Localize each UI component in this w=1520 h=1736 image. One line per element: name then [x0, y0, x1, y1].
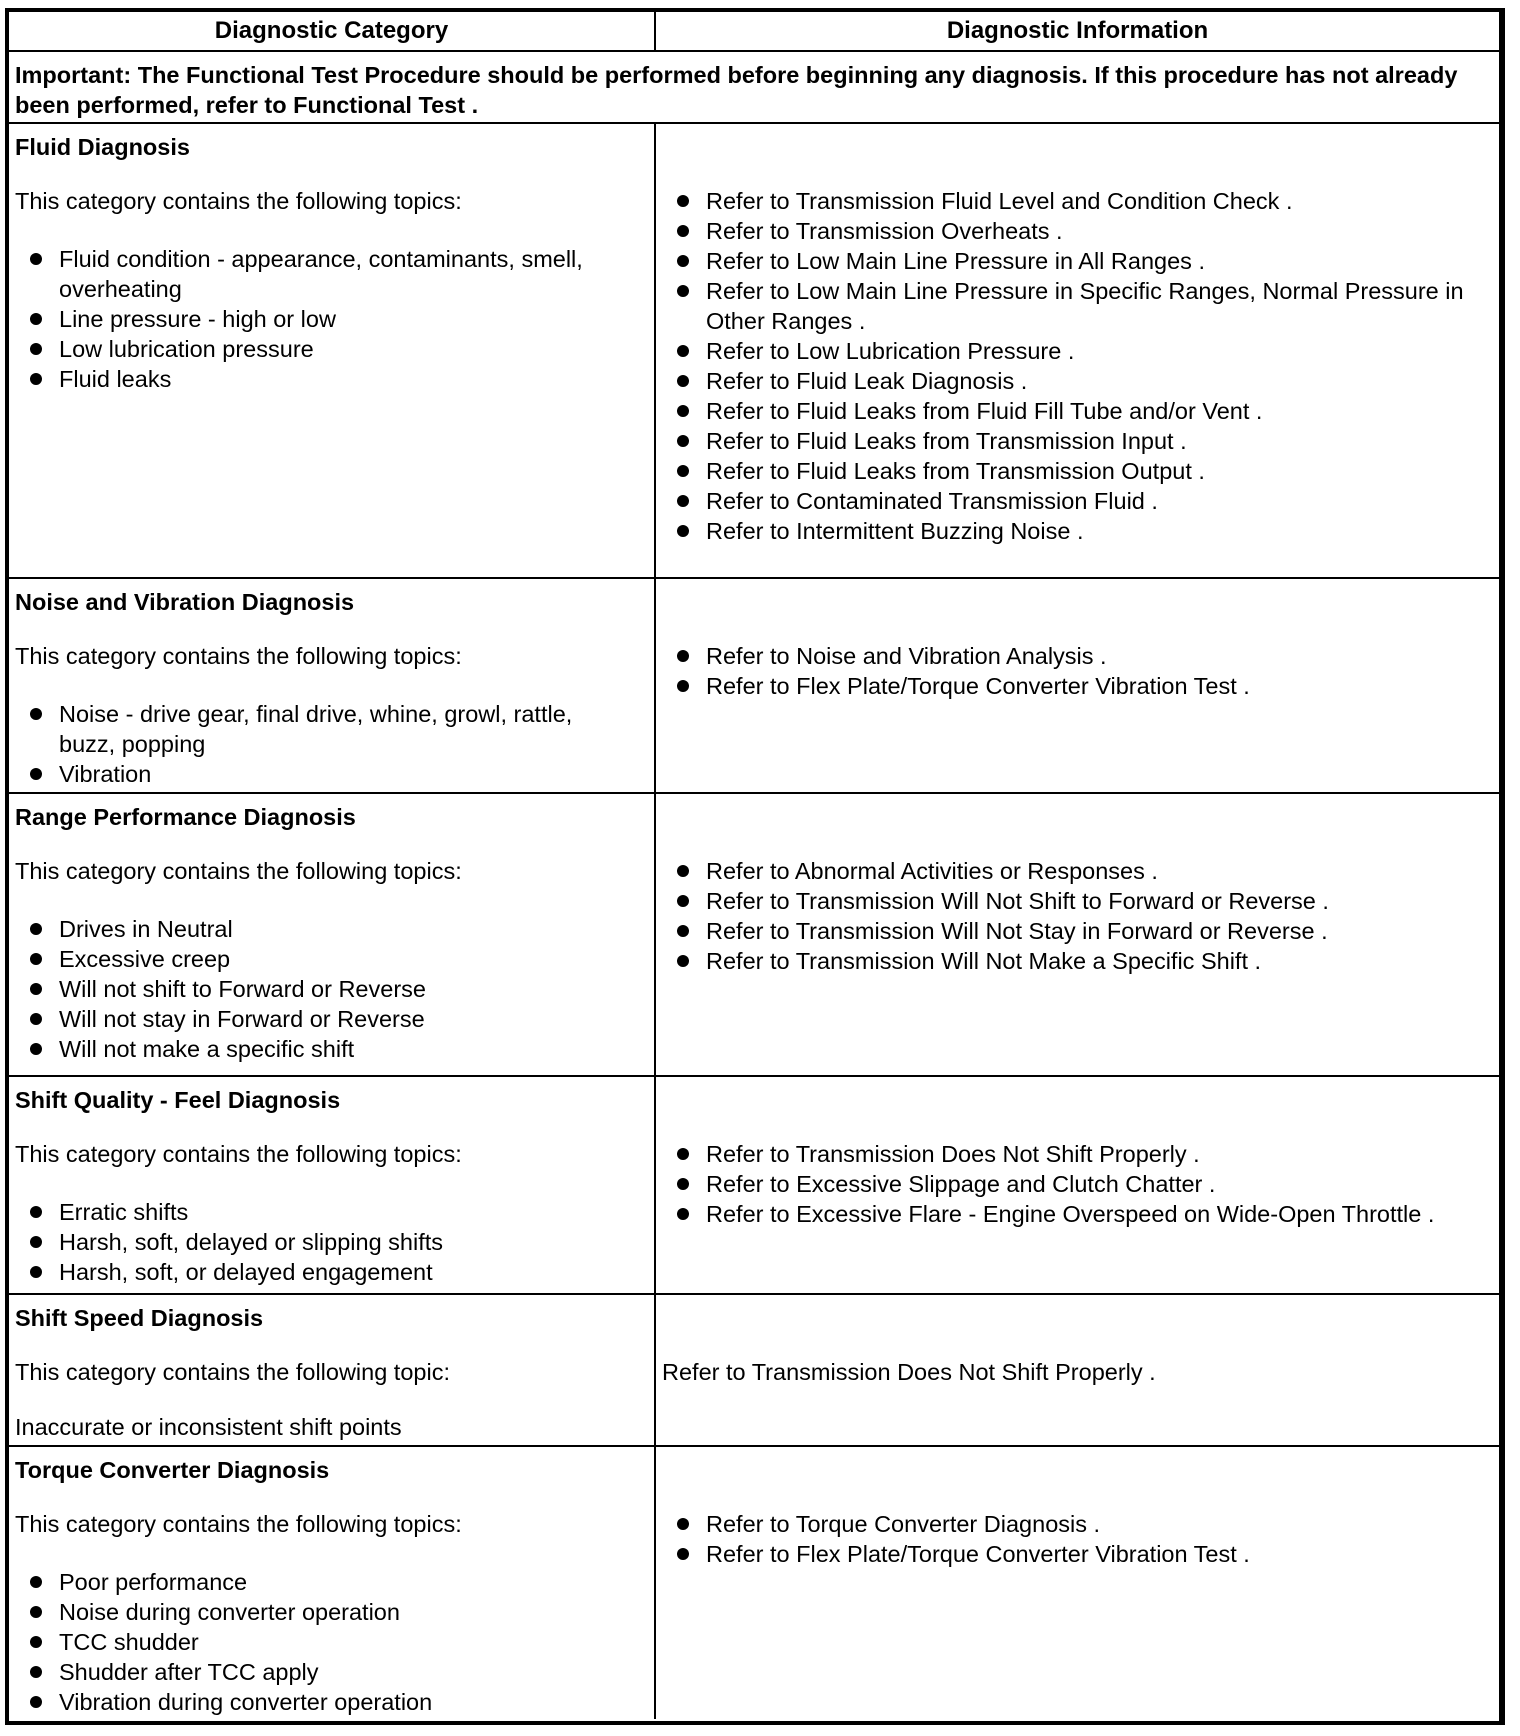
- table-row-shift-speed: [9, 1295, 1499, 1447]
- topic-item: Shudder after TCC apply: [9, 1657, 629, 1687]
- topic-item: Low lubrication pressure: [9, 334, 629, 364]
- reference-item: Refer to Transmission Will Not Stay in Forward or Reverse .: [656, 916, 1486, 946]
- reference-item: Refer to Torque Converter Diagnosis .: [656, 1509, 1486, 1539]
- category-cell: [9, 124, 656, 577]
- diagnostic-table: [5, 8, 1505, 1725]
- important-note: Important: The Functional Test Procedure should be performed before beginning any diagnosis. If this procedure has not already been performed, refer to Functional Test .: [9, 52, 1499, 124]
- reference-item: Refer to Excessive Slippage and Clutch Chatter .: [656, 1169, 1486, 1199]
- topic-item: Drives in Neutral: [9, 914, 629, 944]
- information-cell: [656, 579, 1499, 792]
- topic-item: Poor performance: [9, 1567, 629, 1597]
- category-title: Shift Quality - Feel Diagnosis: [15, 1087, 341, 1113]
- topic-list: [9, 1197, 629, 1287]
- topic-item: Will not shift to Forward or Reverse: [9, 974, 629, 1004]
- reference-list: [656, 186, 1486, 546]
- category-cell: [9, 1077, 656, 1293]
- topic-item: Line pressure - high or low: [9, 304, 629, 334]
- reference-item: Refer to Contaminated Transmission Fluid .: [656, 486, 1486, 516]
- topic-list: [9, 244, 629, 394]
- topic-item: Excessive creep: [9, 944, 629, 974]
- reference-item: Refer to Transmission Fluid Level and Condition Check .: [656, 186, 1486, 216]
- reference-item: Refer to Transmission Will Not Shift to Forward or Reverse .: [656, 886, 1486, 916]
- reference-item: Refer to Noise and Vibration Analysis .: [656, 641, 1486, 671]
- topic-item: Noise during converter operation: [9, 1597, 629, 1627]
- category-cell: [9, 579, 656, 792]
- topic-list: [9, 699, 629, 789]
- reference-item: Refer to Intermittent Buzzing Noise .: [656, 516, 1486, 546]
- topic-item: Noise - drive gear, final drive, whine, growl, rattle, buzz, popping: [9, 699, 629, 759]
- column-header-information: Diagnostic Information: [656, 12, 1499, 52]
- reference-item: Refer to Low Lubrication Pressure .: [656, 336, 1486, 366]
- table-row-torque-converter: [9, 1447, 1499, 1719]
- category-intro: This category contains the following topics:: [15, 1511, 462, 1537]
- category-title: Range Performance Diagnosis: [15, 804, 356, 830]
- reference-item: Refer to Flex Plate/Torque Converter Vibration Test .: [656, 671, 1486, 701]
- category-title: Shift Speed Diagnosis: [15, 1305, 264, 1331]
- reference-item: Refer to Fluid Leaks from Transmission Output .: [656, 456, 1486, 486]
- reference-item: Refer to Abnormal Activities or Responses .: [656, 856, 1486, 886]
- reference-item: Refer to Fluid Leaks from Fluid Fill Tube and/or Vent .: [656, 396, 1486, 426]
- table-row-fluid-diagnosis: [9, 124, 1499, 579]
- information-cell: [656, 1447, 1499, 1719]
- category-intro: This category contains the following topic:: [15, 1359, 450, 1385]
- topic-item: Harsh, soft, delayed or slipping shifts: [9, 1227, 629, 1257]
- category-title: Torque Converter Diagnosis: [15, 1457, 330, 1483]
- topic-text: Inaccurate or inconsistent shift points: [15, 1414, 402, 1440]
- reference-item: Refer to Fluid Leak Diagnosis .: [656, 366, 1486, 396]
- reference-item: Refer to Flex Plate/Torque Converter Vibration Test .: [656, 1539, 1486, 1569]
- information-cell: [656, 1077, 1499, 1293]
- topic-list: [9, 1567, 629, 1717]
- information-cell: [656, 1295, 1499, 1445]
- category-title: Fluid Diagnosis: [15, 134, 190, 160]
- topic-item: Fluid condition - appearance, contaminants, smell, overheating: [9, 244, 629, 304]
- topic-item: Vibration: [9, 759, 629, 789]
- category-cell: [9, 1447, 656, 1719]
- topic-item: Will not make a specific shift: [9, 1034, 629, 1064]
- reference-item: Refer to Transmission Overheats .: [656, 216, 1486, 246]
- category-title: Noise and Vibration Diagnosis: [15, 589, 355, 615]
- reference-list: [656, 856, 1486, 976]
- topic-item: Fluid leaks: [9, 364, 629, 394]
- topic-item: Vibration during converter operation: [9, 1687, 629, 1717]
- information-cell: [656, 794, 1499, 1075]
- table-row-range-performance: [9, 794, 1499, 1077]
- topic-item: TCC shudder: [9, 1627, 629, 1657]
- reference-text: Refer to Transmission Does Not Shift Properly .: [662, 1359, 1156, 1385]
- category-cell: [9, 1295, 656, 1445]
- table-row-noise-vibration: [9, 579, 1499, 794]
- topic-item: Erratic shifts: [9, 1197, 629, 1227]
- topic-item: Will not stay in Forward or Reverse: [9, 1004, 629, 1034]
- reference-item: Refer to Low Main Line Pressure in Specific Ranges, Normal Pressure in Other Ranges .: [656, 276, 1486, 336]
- category-intro: This category contains the following topics:: [15, 1141, 462, 1167]
- information-cell: [656, 124, 1499, 577]
- topic-list: [9, 914, 629, 1064]
- reference-list: [656, 1509, 1486, 1569]
- topic-item: Harsh, soft, or delayed engagement: [9, 1257, 629, 1287]
- category-intro: This category contains the following topics:: [15, 188, 462, 214]
- category-intro: This category contains the following topics:: [15, 643, 462, 669]
- reference-item: Refer to Low Main Line Pressure in All Ranges .: [656, 246, 1486, 276]
- reference-item: Refer to Excessive Flare - Engine Overspeed on Wide-Open Throttle .: [656, 1199, 1486, 1229]
- reference-list: [656, 641, 1486, 701]
- category-intro: This category contains the following topics:: [15, 858, 462, 884]
- table-row-shift-quality: [9, 1077, 1499, 1295]
- reference-item: Refer to Fluid Leaks from Transmission Input .: [656, 426, 1486, 456]
- reference-list: [656, 1139, 1486, 1229]
- reference-item: Refer to Transmission Does Not Shift Properly .: [656, 1139, 1486, 1169]
- column-header-category: Diagnostic Category: [9, 12, 656, 52]
- reference-item: Refer to Transmission Will Not Make a Specific Shift .: [656, 946, 1486, 976]
- category-cell: [9, 794, 656, 1075]
